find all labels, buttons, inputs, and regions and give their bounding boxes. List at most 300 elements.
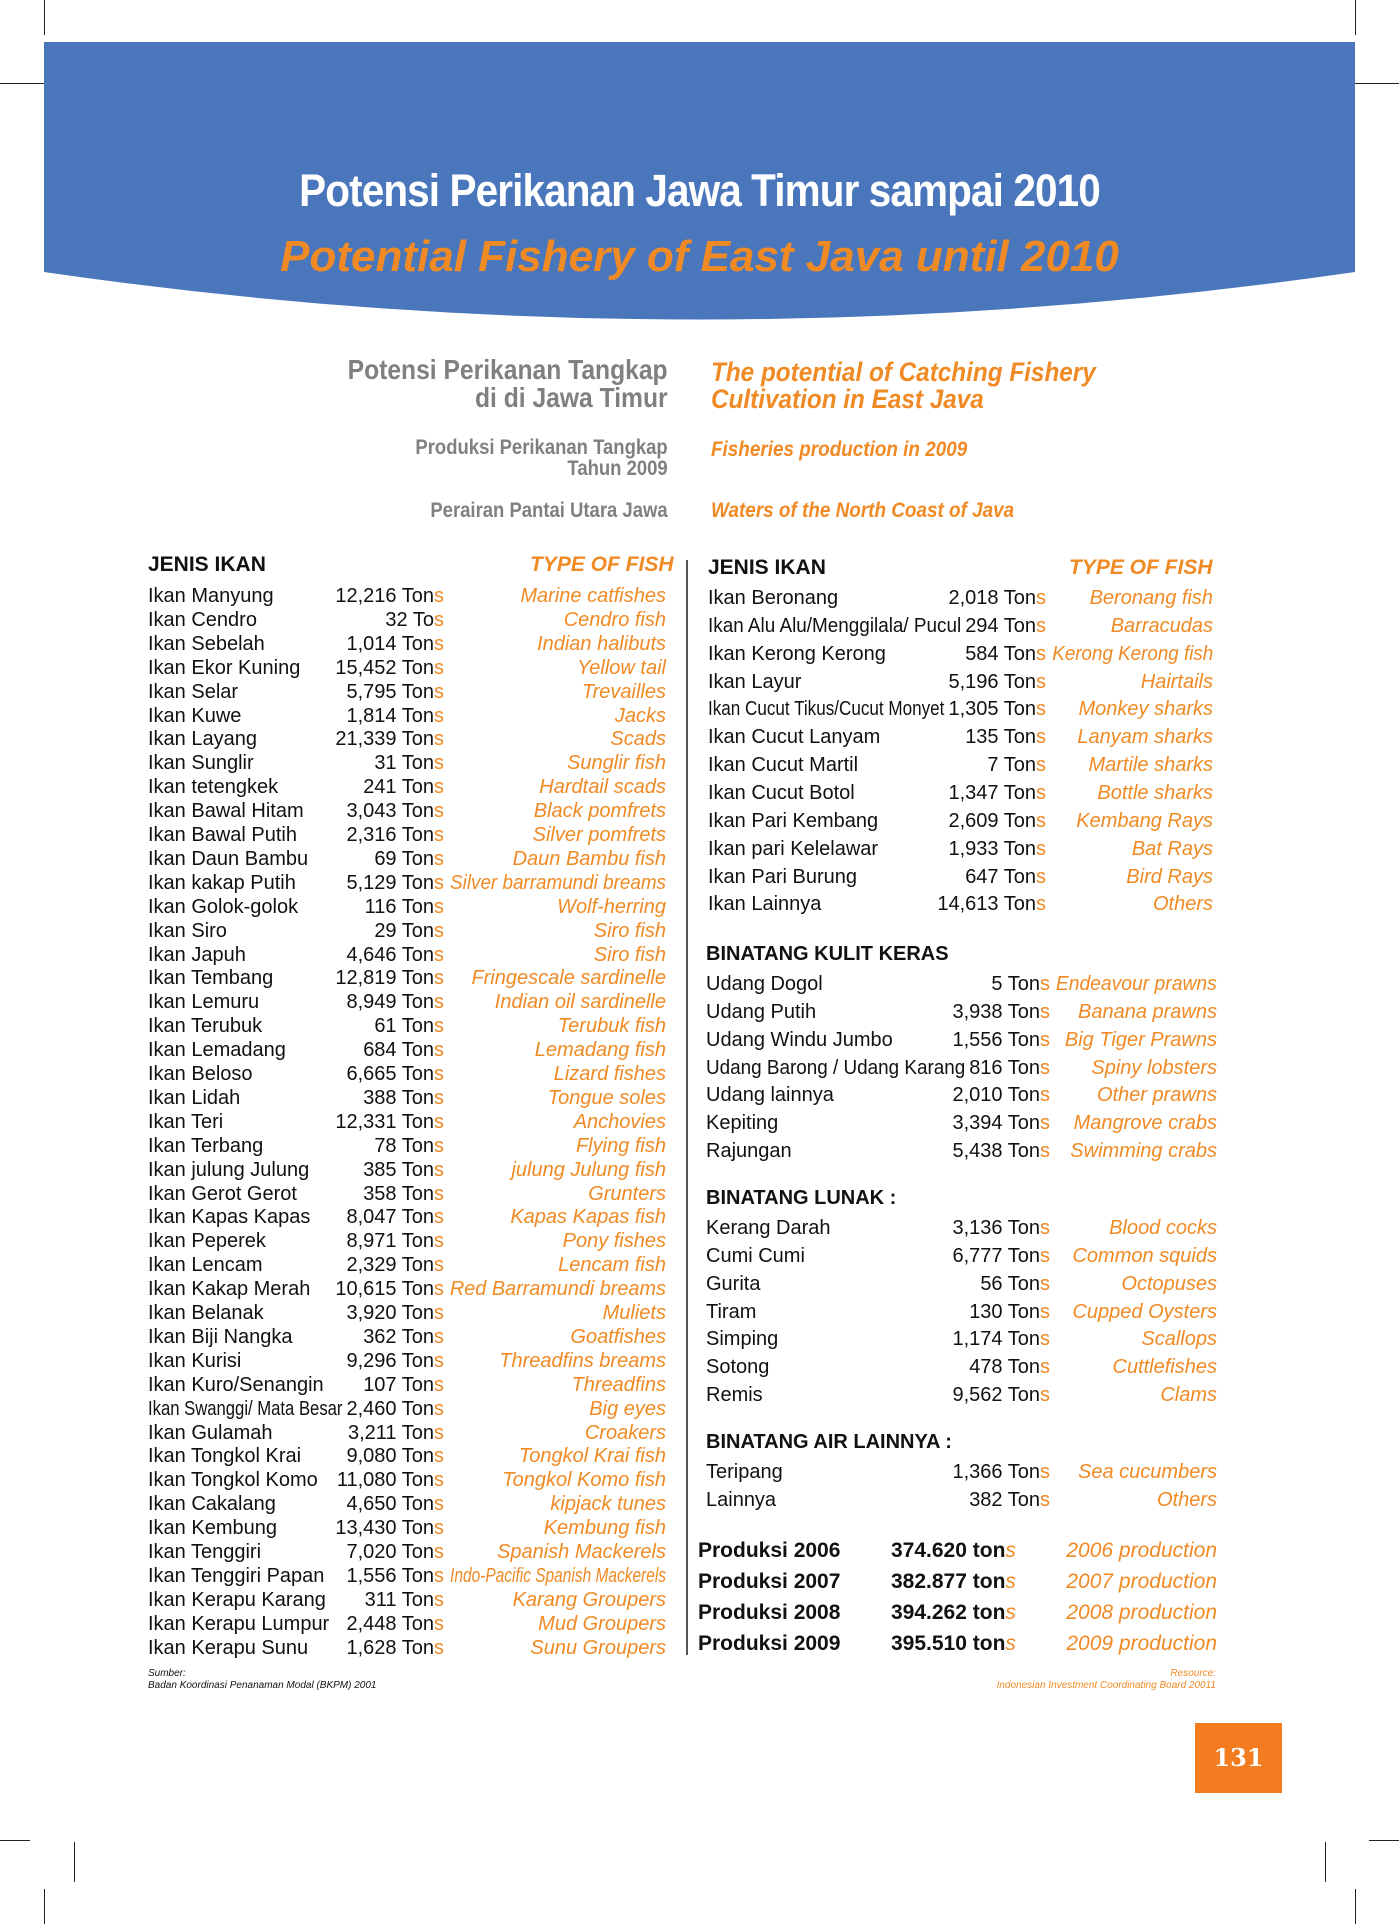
fish-name-english: Bird Rays [1126,865,1213,888]
quantity: 2,609 Tons [948,809,1046,832]
fish-name: Ikan Lemadang [148,1039,286,1062]
fish-name: Ikan Sebelah [148,632,265,655]
quantity: 3,394 Tons [952,1112,1050,1135]
quantity: 2,010 Tons [952,1084,1050,1107]
quantity: 3,938 Tons [952,1000,1050,1023]
fish-name-english: Mud Groupers [538,1612,666,1635]
table-row [706,1244,1217,1268]
fish-name-english: Yellow tail [577,656,666,679]
quantity: 15,452 Tons [335,656,444,679]
fish-name-english: Goatfishes [570,1325,666,1348]
quantity: 5,438 Tons [952,1140,1050,1163]
table-row [708,809,1213,833]
quantity: 31 Tons [374,752,444,775]
fish-name: Ikan Layur [708,670,802,693]
quantity: 2,316 Tons [346,824,444,846]
production-value: 374.620 tons [891,1539,1016,1562]
fish-name: Tiram [706,1300,757,1323]
fish-name: Ikan Terubuk [148,1015,263,1038]
fish-name-english: Threadfins breams [499,1349,666,1372]
quantity: 2,329 Tons [346,1254,444,1277]
fish-name: Gurita [706,1272,761,1295]
fish-name: Ikan Gerot Gerot [148,1182,297,1205]
quantity: 382 Tons [969,1488,1050,1511]
fish-name-english: Octopuses [1121,1272,1217,1295]
quantity: 56 Tons [980,1272,1050,1295]
table-row [148,1444,666,1468]
fish-name-english: Lencam fish [558,1254,666,1277]
fish-name-english: Kembang Rays [1076,809,1213,832]
quantity: 13,430 Tons [335,1517,444,1540]
fish-name: Udang Dogol [706,973,823,995]
fish-name-english: Scallops [1141,1328,1217,1351]
fish-name: Kepiting [706,1112,779,1135]
fish-name-english: Sea cucumbers [1078,1461,1217,1483]
right-column-header: JENIS IKAN [708,556,826,579]
fish-name: Ikan Tenggiri Papan [148,1564,325,1587]
fish-name: Ikan Alu Alu/Menggilala/ Pucul [708,614,962,637]
fish-name: Ikan Biji Nangka [148,1325,293,1348]
fish-name: Ikan julung Julung [148,1158,310,1181]
quantity: 1,174 Tons [952,1328,1050,1351]
table-row [708,753,1213,777]
quantity: 6,665 Tons [346,1063,444,1085]
table-row [706,1272,1217,1296]
table-row [148,584,666,608]
table-row [148,1397,666,1421]
fish-name-english: Other prawns [1096,1084,1217,1107]
fish-name: Ikan Tongkol Komo [148,1469,318,1492]
fish-name-english: Hairtails [1140,670,1213,693]
quantity: 12,331 Tons [335,1110,444,1133]
fish-name: Ikan Pari Kembang [708,809,879,832]
page-title-english: Potential Fishery of East Java until 2010 [280,232,1119,281]
table-row [148,1373,666,1397]
fish-name-english: Bat Rays [1131,837,1213,860]
table-row [148,727,666,751]
production-label: Produksi 2007 [698,1570,841,1593]
table-row [148,1468,666,1492]
quantity: 1,933 Tons [948,837,1046,860]
fish-name-english: Tongue soles [547,1086,666,1109]
quantity: 388 Tons [363,1086,444,1109]
fish-name: Kerang Darah [706,1217,831,1239]
quantity: 1,305 Tons [948,698,1046,721]
fish-name-english: Black pomfrets [533,800,666,823]
fish-name-english: Cupped Oysters [1072,1300,1217,1323]
production-row [698,1537,1217,1565]
quantity: 21,339 Tons [335,728,444,751]
crop-mark [1355,1889,1356,1924]
quantity: 2,448 Tons [346,1612,444,1635]
fish-name-english: Common squids [1072,1244,1217,1267]
quantity: 816 Tons [969,1056,1050,1079]
quantity: 135 Tons [965,726,1046,749]
fish-name: Ikan Bawal Putih [148,824,297,846]
quantity: 3,043 Tons [346,800,444,823]
fish-name-english: Lemadang fish [534,1039,666,1062]
fish-name-english: Muliets [602,1302,666,1324]
production-label-english: 2009 production [1066,1632,1217,1655]
table-row [706,1139,1217,1163]
mollusc-title: BINATANG LUNAK : [706,1187,897,1209]
table-row [148,1062,666,1086]
table-row [148,990,666,1014]
table-row [148,1229,666,1253]
table-row [148,1182,666,1206]
fish-name-english: Karang Groupers [512,1588,666,1611]
production-value: 382.877 tons [891,1570,1016,1593]
fish-name: Ikan Kembung [148,1517,277,1540]
fish-name-english: Big Tiger Prawns [1064,1028,1217,1051]
fish-name: Ikan Cucut Lanyam [708,726,881,749]
table-row [148,751,666,775]
crustacea-title: BINATANG KULIT KERAS [706,943,949,965]
table-row [148,1110,666,1134]
table-row [148,1516,666,1540]
fish-name: Ikan Bawal Hitam [148,800,304,823]
production-row [698,1630,1217,1658]
production-label-english: 2007 production [1066,1570,1217,1593]
quantity: 5 Tons [991,973,1050,995]
production-label-english: 2006 production [1066,1539,1217,1562]
fish-name: Ikan Sunglir [148,752,254,775]
fish-name: Ikan Kakap Merah [148,1278,311,1301]
fish-name-english: Blood cocks [1109,1217,1217,1239]
fish-name: Ikan Kuro/Senangin [148,1373,324,1396]
fish-name-english: Endeavour prawns [1056,973,1217,995]
fish-name-english: Marine catfishes [520,585,666,607]
table-row [148,847,666,871]
fish-name-english: kipjack tunes [550,1493,666,1516]
quantity: 3,211 Tons [347,1421,444,1444]
fish-name-english: Jacks [614,704,666,727]
fish-name-english: Siro fish [593,919,666,942]
table-row [148,1014,666,1038]
fish-name-english: Indian oil sardinelle [494,991,666,1014]
fish-name-english: Indo-Pacific Spanish Mackerels [450,1564,666,1587]
fish-name: Ikan kakap Putih [148,871,296,894]
fish-name-english: Wolf-herring [557,895,666,918]
table-row [148,1086,666,1110]
fish-name-english: Martile sharks [1088,754,1213,777]
table-row [708,781,1213,805]
table-row [148,656,666,680]
table-row [148,1038,666,1062]
table-row [148,1134,666,1158]
quantity: 32 Tos [385,608,444,631]
fish-name: Remis [706,1384,763,1407]
quantity: 2,460 Tons [346,1397,444,1420]
fish-name: Ikan Terbang [148,1134,264,1157]
crop-mark [44,0,45,35]
fish-name: Ikan Lidah [148,1086,241,1109]
source-note-english: Resource: Indonesian Investment Coordinating Board 20011 [996,1668,1216,1691]
crop-mark [1369,1840,1399,1841]
quantity: 358 Tons [363,1182,444,1205]
quantity: 362 Tons [363,1325,444,1348]
fish-name: Ikan Tongkol Krai [148,1445,302,1468]
fish-name: Ikan Siro [148,919,227,942]
quantity: 5,795 Tons [346,680,444,703]
fish-name-english: Big eyes [589,1397,666,1420]
fish-name-english: Fringescale sardinelle [471,967,666,990]
fish-name-english: Mangrove crabs [1073,1112,1217,1135]
quantity: 5,129 Tons [346,871,444,894]
fish-name-english: Grunters [588,1182,666,1205]
quantity: 10,615 Tons [335,1278,444,1301]
table-row [148,871,666,895]
table-row [706,1000,1217,1024]
fish-name: Ikan Kerapu Lumpur [148,1612,330,1635]
fish-name: Ikan Cucut Martil [708,754,859,777]
section-title: Potensi Perikanan Tangkap di di Jawa Timur [348,354,668,413]
table-row [148,1253,666,1277]
fish-name-english: Lizard fishes [553,1063,666,1085]
quantity: 8,047 Tons [346,1206,444,1229]
table-row [706,972,1217,996]
fish-name: Ikan Kapas Kapas [148,1206,311,1229]
table-row [708,725,1213,749]
fish-name-english: Clams [1160,1384,1217,1407]
fish-name: Ikan Manyung [148,585,274,607]
table-row [148,1588,666,1612]
table-row [148,1540,666,1564]
fish-name: Ikan Cucut Botol [708,781,855,804]
fish-name-english: Others [1156,1488,1217,1511]
quantity: 9,562 Tons [952,1384,1050,1407]
fish-name: Udang Windu Jumbo [706,1028,893,1051]
quantity: 14,613 Tons [937,893,1046,916]
fish-name: Teripang [706,1461,783,1483]
quantity: 385 Tons [363,1158,444,1181]
quantity: 29 Tons [374,919,444,942]
quantity: 1,556 Tons [346,1564,444,1587]
fish-name-english: Threadfins [571,1373,666,1396]
fish-name-english: Banana prawns [1078,1000,1217,1023]
left-column-header-english: TYPE OF FISH [530,553,674,576]
quantity: 78 Tons [374,1134,444,1157]
quantity: 2,018 Tons [948,587,1046,609]
table-row [148,632,666,656]
quantity: 4,646 Tons [346,943,444,966]
fish-name-english: Flying fish [575,1134,666,1157]
quantity: 9,296 Tons [346,1349,444,1372]
table-row [148,608,666,632]
table-row [148,680,666,704]
fish-name: Ikan Cendro [148,608,257,631]
production-label: Produksi 2006 [698,1539,841,1562]
quantity: 11,080 Tons [336,1469,444,1492]
page-number: 131 [1195,1723,1282,1793]
fish-name-english: Silver barramundi breams [450,871,666,894]
quantity: 1,366 Tons [952,1461,1050,1483]
waters-subtitle-english: Waters of the North Coast of Java [711,499,1015,522]
table-row [148,1492,666,1516]
fish-name-english: Silver pomfrets [532,824,666,846]
quantity: 116 Tons [364,895,444,918]
table-row [148,1158,666,1182]
fish-name: Ikan Daun Bambu [148,847,309,870]
table-row [148,1636,666,1660]
table-row [148,919,666,943]
quantity: 241 Tons [363,776,444,799]
fish-name: Sotong [706,1356,770,1379]
crop-mark [44,1889,45,1924]
quantity: 1,556 Tons [952,1028,1050,1051]
fish-name-english: Scads [610,728,666,751]
table-row [708,697,1213,721]
fish-name: Udang lainnya [706,1084,834,1107]
quantity: 584 Tons [965,642,1046,665]
table-row [148,1564,666,1588]
crop-mark [1325,1842,1326,1882]
quantity: 7 Tons [987,754,1046,777]
fish-name: Ikan Lainnya [708,893,822,916]
table-row [148,966,666,990]
fish-name-english: Tongkol Krai fish [518,1445,666,1468]
quantity: 3,920 Tons [346,1302,444,1324]
quantity: 1,347 Tons [948,781,1046,804]
table-row [148,1612,666,1636]
fish-name-english: Bottle sharks [1097,781,1213,804]
fish-name-english: Kapas Kapas fish [510,1206,666,1229]
quantity: 69 Tons [374,847,444,870]
production-label-english: 2008 production [1066,1601,1217,1624]
fish-name-english: Trevailles [581,680,666,703]
fish-name: Ikan Cakalang [148,1493,276,1516]
quantity: 3,136 Tons [952,1217,1050,1239]
fish-name: Ikan Beronang [708,587,839,609]
fish-name-english: Spanish Mackerels [497,1541,666,1563]
production-subtitle-english: Fisheries production in 2009 [711,438,968,461]
production-value: 394.262 tons [891,1601,1016,1624]
crop-mark [0,1840,30,1841]
waters-subtitle: Perairan Pantai Utara Jawa [430,499,668,522]
table-row [706,1056,1217,1080]
fish-name: Ikan Tenggiri [148,1541,262,1563]
fish-name-english: Terubuk fish [557,1015,666,1038]
quantity: 12,216 Tons [335,585,444,607]
crop-mark [74,1842,75,1882]
fish-name: Ikan pari Kelelawar [708,837,879,860]
page-title: Potensi Perikanan Jawa Timur sampai 2010 [299,165,1100,216]
fish-name: Ikan Kerong Kerong [708,642,886,665]
table-row [706,1488,1217,1512]
fish-name-english: Lanyam sharks [1077,726,1213,749]
table-row [706,1028,1217,1052]
quantity: 8,971 Tons [346,1230,444,1253]
table-row [148,1301,666,1325]
fish-name-english: Indian halibuts [537,632,666,655]
table-row [148,1325,666,1349]
fish-name: Ikan Peperek [148,1230,266,1253]
quantity: 9,080 Tons [346,1445,444,1468]
quantity: 294 Tons [965,614,1046,637]
quantity: 647 Tons [965,865,1046,888]
fish-name-english: Kembung fish [543,1517,666,1540]
fish-name: Ikan Golok-golok [148,895,299,918]
fish-name-english: Beronang fish [1089,587,1213,609]
fish-name: Ikan Japuh [148,943,246,966]
other-water-title: BINATANG AIR LAINNYA : [706,1431,952,1453]
fish-name-english: Barracudas [1110,614,1213,637]
table-row [148,704,666,728]
fish-name: Udang Barong / Udang Karang [706,1056,966,1079]
table-row [148,799,666,823]
quantity: 8,949 Tons [346,991,444,1014]
fish-name: Cumi Cumi [706,1244,805,1267]
fish-name-english: Monkey sharks [1078,698,1213,721]
quantity: 478 Tons [969,1356,1050,1379]
fish-name-english: Kerong Kerong fish [1052,642,1213,665]
fish-name: Rajungan [706,1140,792,1163]
fish-name-english: Tongkol Komo fish [502,1469,666,1492]
quantity: 4,650 Tons [346,1493,444,1516]
table-row [148,1421,666,1445]
table-row [148,1349,666,1373]
table-row [706,1300,1217,1324]
production-label: Produksi 2009 [698,1632,841,1655]
production-value: 395.510 tons [891,1632,1016,1655]
quantity: 311 Tons [364,1588,444,1611]
fish-name: Ikan Lencam [148,1254,263,1277]
fish-name: Ikan Lemuru [148,991,260,1014]
fish-name: Ikan Cucut Tikus/Cucut Monyet [708,698,945,721]
left-column-header: JENIS IKAN [148,553,266,576]
fish-name: Ikan Teri [148,1110,224,1133]
fish-name-english: Red Barramundi breams [450,1278,666,1301]
quantity: 5,196 Tons [948,670,1046,693]
fish-name: Ikan Beloso [148,1063,253,1085]
fish-name-english: Anchovies [573,1110,666,1133]
quantity: 130 Tons [969,1300,1050,1323]
fish-name: Ikan Pari Burung [708,865,857,888]
table-row [148,775,666,799]
fish-name-english: Croakers [584,1421,666,1444]
table-row [706,1460,1217,1484]
table-row [708,586,1213,610]
table-row [708,642,1213,666]
fish-name: Ikan Ekor Kuning [148,656,301,679]
table-row [148,823,666,847]
crop-mark [1355,0,1356,35]
quantity: 684 Tons [363,1039,444,1062]
table-row [706,1327,1217,1351]
quantity: 1,628 Tons [346,1636,444,1659]
production-row [698,1568,1217,1596]
fish-name-english: Swimming crabs [1070,1140,1217,1163]
table-row [706,1111,1217,1135]
fish-name: Ikan Kerapu Karang [148,1588,326,1611]
fish-name: Ikan Swanggi/ Mata Besar [148,1397,343,1420]
quantity: 1,814 Tons [346,704,444,727]
table-row [148,1277,666,1301]
quantity: 61 Tons [374,1015,444,1038]
fish-name-english: Others [1152,893,1213,916]
table-row [706,1216,1217,1240]
fish-name: Ikan tetengkek [148,776,279,799]
fish-name-english: Pony fishes [562,1230,666,1253]
table-row [708,614,1213,638]
table-row [148,943,666,967]
fish-name-english: Sunglir fish [567,752,666,775]
production-row [698,1599,1217,1627]
quantity: 107 Tons [363,1373,444,1396]
source-note: Sumber: Badan Koordinasi Penanaman Modal (BKPM) 2001 [148,1668,377,1691]
fish-name-english: Spiny lobsters [1091,1056,1217,1079]
table-row [708,837,1213,861]
